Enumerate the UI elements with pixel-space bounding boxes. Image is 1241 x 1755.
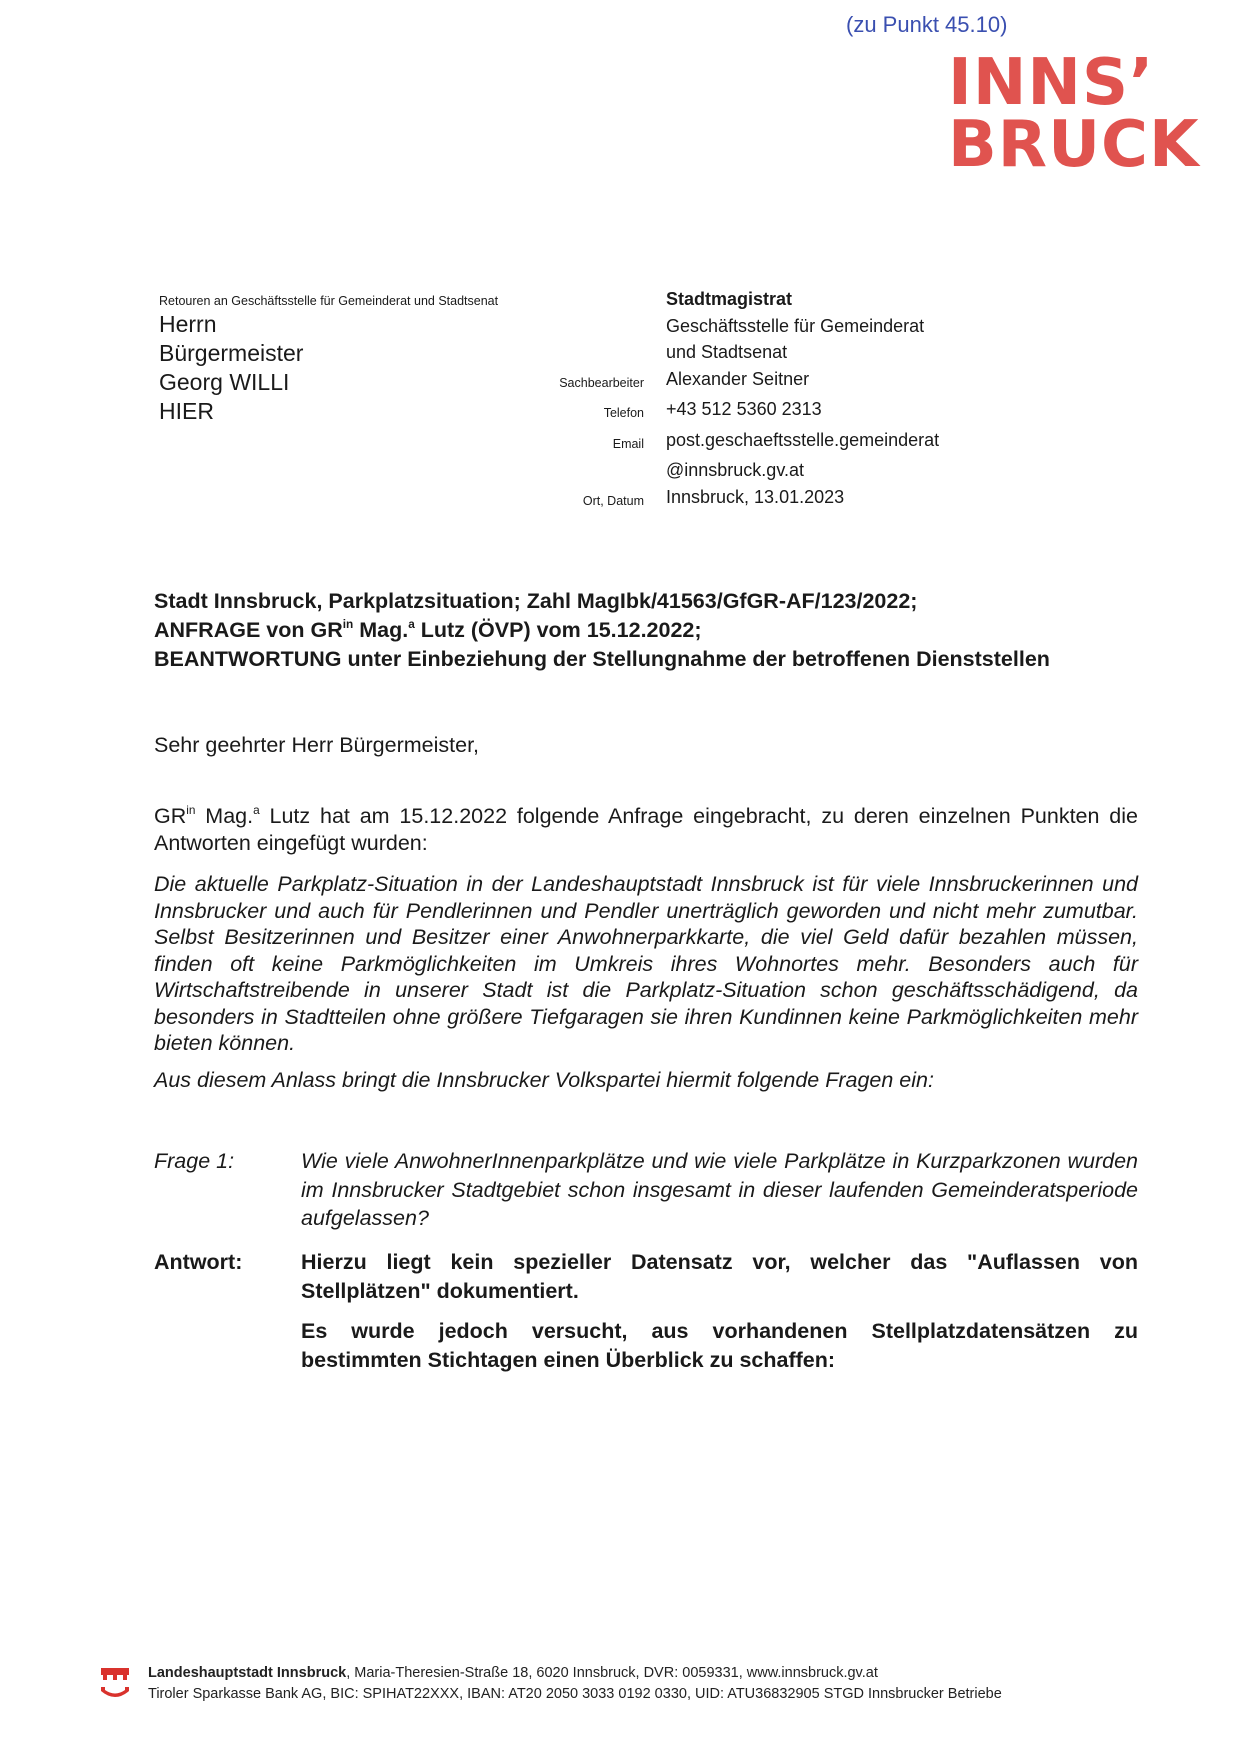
subject-text: Lutz (ÖVP) vom 15.12.2022;: [414, 618, 702, 642]
recipient-line: Herrn: [159, 311, 217, 337]
superscript: in: [186, 803, 196, 818]
intro-text: GR: [154, 804, 187, 828]
answer-text: Hierzu liegt kein spezieller Datensatz vor, welcher das "Auflassen von Stellplätzen" dokumentiert.: [301, 1250, 1138, 1303]
footer-address: , Maria-Theresien-Straße 18, 6020 Innsbruck, DVR: 0059331, www.innsbruck.gv.at: [346, 1665, 878, 1681]
subject-text: Mag.: [353, 618, 409, 642]
intro-text: Lutz hat am 15.12.2022 folgende Anfrage eingebracht, zu deren einzelnen Punkten die Antworten eingefügt wurden:: [154, 804, 1138, 855]
inquiry-lead: Aus diesem Anlass bringt die Innsbrucker Volkspartei hiermit folgende Fragen ein:: [154, 1068, 934, 1092]
answer-text: Es wurde jedoch versucht, aus vorhandenen Stellplatzdatensätzen zu bestimmten Stichtagen einen Überblick zu schaffen:: [301, 1319, 1138, 1372]
intro-text: Mag.: [195, 804, 254, 828]
sender-dept: Geschäftsstelle für Gemeinderat: [666, 315, 925, 336]
quoted-inquiry: Die aktuelle Parkplatz-Situation in der Landeshauptstadt Innsbruck ist für viele Innsbruckerinnen und Innsbrucker und auch für Pendlerinnen und Pendler unerträglich geworden und nicht mehr zumutbar. Selbst Besitzerinnen und Besitzer einer Anwohnerparkkarte, die viel Geld dafür bezahlen müssen, finden oft keine Parkmöglichkeiten im Umkreis ihres Wohnortes mehr. Besonders auch für Wirtschaftstreibende in unserer Stadt ist die Parkplatz-Situation schon geschäftsschädigend, da besonders in Stadtteilen ohne größere Tiefgaragen sie ihren Kundinnen keine Parkmöglichkeiten mehr bieten können.: [154, 872, 1138, 1055]
innsbruck-logo: [948, 46, 1200, 182]
intro-paragraph: [154, 803, 1138, 856]
question-label: Frage 1:: [154, 1149, 235, 1173]
recipient-block: [159, 310, 303, 426]
footer-line-1: [148, 1663, 1002, 1684]
subject-line-2: [154, 616, 1050, 645]
subject-line-1: Stadt Innsbruck, Parkplatzsituation; Zahl MagIbk/41563/GfGR-AF/123/2022;: [154, 589, 918, 613]
greeting: Sehr geehrter Herr Bürgermeister,: [154, 733, 480, 757]
superscript: a: [408, 617, 415, 632]
recipient-line: Georg WILLI: [159, 369, 290, 395]
superscript: in: [342, 617, 354, 632]
footer-line-2: Tiroler Sparkasse Bank AG, BIC: SPIHAT22XXX, IBAN: AT20 2050 3033 0192 0330, UID: ATU36832905 STGD Innsbrucker Betriebe: [148, 1686, 1002, 1702]
superscript: a: [253, 803, 260, 818]
email-address: post.geschaeftsstelle.gemeinderat: [666, 429, 940, 450]
logo-line-2: BRUCK: [948, 108, 1200, 182]
answer-1: [154, 1248, 1138, 1374]
logo-line-1: INNS’: [948, 46, 1155, 120]
clerk-label: Sachbearbeiter: [559, 375, 644, 390]
date-label: Ort, Datum: [582, 493, 644, 508]
clerk-name: Alexander Seitner: [666, 368, 810, 389]
phone-label: Telefon: [603, 406, 644, 420]
phone-number: +43 512 5360 2313: [666, 399, 822, 419]
recipient-line: Bürgermeister: [159, 340, 304, 366]
subject-text: ANFRAGE von GR: [154, 618, 343, 642]
sender-block: [470, 286, 990, 514]
question-text: Wie viele AnwohnerInnenparkplätze und wie viele Parkplätze in Kurzparkzonen wurden im Innsbrucker Stadtgebiet schon insgesamt in dieser laufenden Gemeinderatsperiode aufgelassen?: [301, 1149, 1138, 1230]
return-address-line: Retouren an Geschäftsstelle für Gemeinderat und Stadtsenat: [159, 294, 499, 308]
email-domain: @innsbruck.gv.at: [666, 460, 804, 480]
coat-of-arms-icon: [100, 1667, 130, 1701]
sender-dept: und Stadtsenat: [666, 342, 788, 362]
email-label: Email: [612, 436, 644, 451]
question-1: [154, 1147, 1138, 1233]
answer-label: Antwort:: [154, 1250, 243, 1274]
place-date: Innsbruck, 13.01.2023: [666, 486, 845, 507]
footer-org: Landeshauptstadt Innsbruck: [148, 1665, 347, 1681]
sender-org: Stadtmagistrat: [666, 289, 793, 309]
subject-block: [154, 587, 1050, 674]
subject-line-3: BEANTWORTUNG unter Einbeziehung der Stellungnahme der betroffenen Dienststellen: [154, 647, 1050, 671]
recipient-line: HIER: [159, 398, 214, 424]
reference-note: (zu Punkt 45.10): [846, 12, 1008, 37]
